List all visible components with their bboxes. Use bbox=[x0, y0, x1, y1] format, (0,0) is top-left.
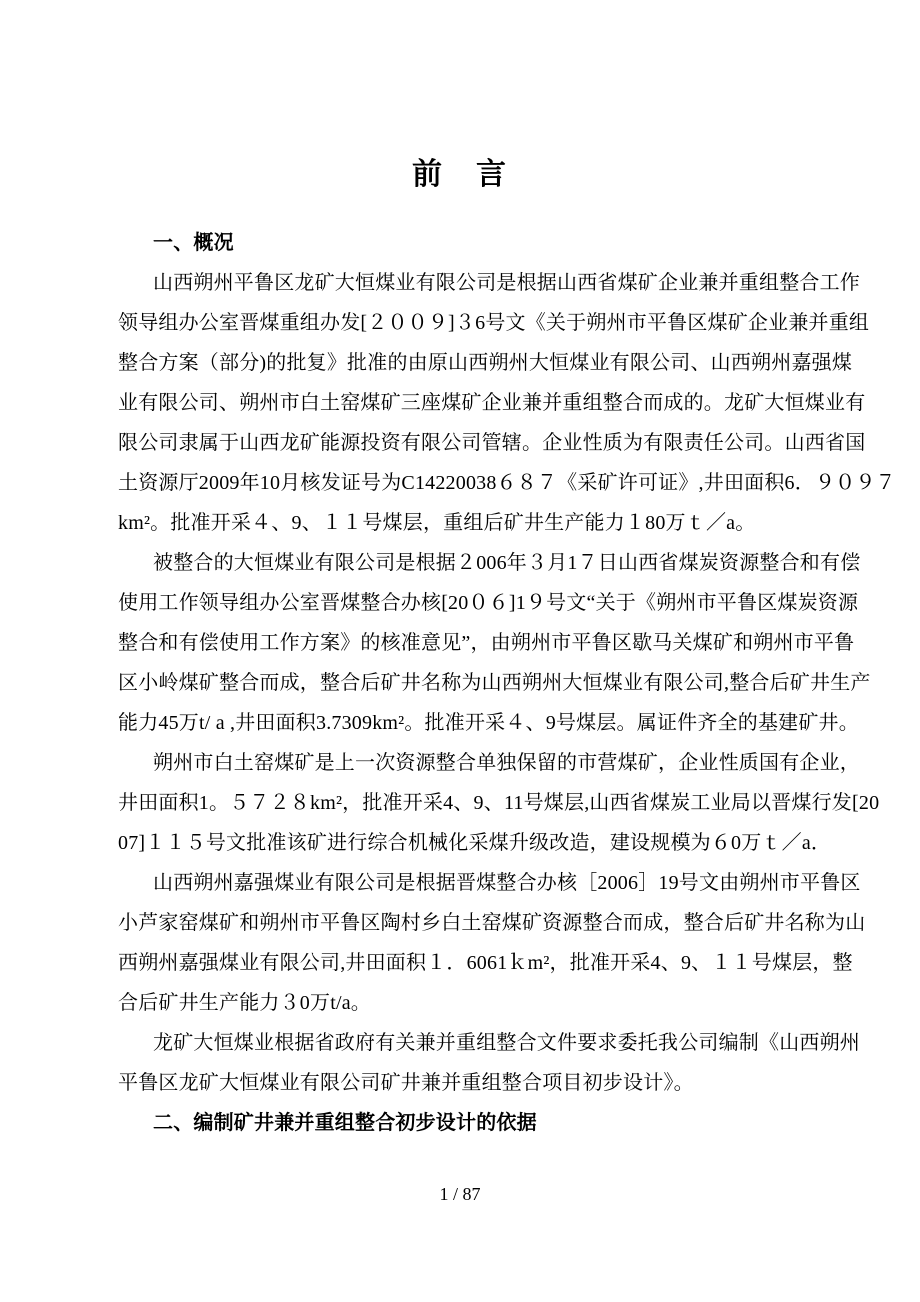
page-number: 1 / 87 bbox=[439, 1184, 481, 1204]
body-line: 整合和有偿使用工作方案》的核准意见”，由朔州市平鲁区歇马关煤矿和朔州市平鲁 bbox=[118, 632, 855, 654]
body-line: 区小岭煤矿整合而成，整合后矿井名称为山西朔州大恒煤业有限公司,整合后矿井生产 bbox=[118, 672, 871, 694]
body-line: 能力45万t/ a ,井田面积3.7309km²。批准开采４、9号煤层。属证件齐全的基建矿井。 bbox=[118, 712, 859, 734]
body-line: 山西朔州嘉强煤业有限公司是根据晋煤整合办核［2006］19号文由朔州市平鲁区 bbox=[153, 872, 861, 894]
section-heading-basis: 二、编制矿井兼并重组整合初步设计的依据 bbox=[153, 1112, 537, 1134]
section-heading-overview: 一、概况 bbox=[153, 232, 234, 254]
body-line: 西朔州嘉强煤业有限公司,井田面积１．6061ｋm²，批准开采4、9、１１号煤层，整 bbox=[118, 952, 853, 974]
body-line: 山西朔州平鲁区龙矿大恒煤业有限公司是根据山西省煤矿企业兼并重组整合工作 bbox=[153, 272, 860, 294]
body-line: 平鲁区龙矿大恒煤业有限公司矿井兼并重组整合项目初步设计》。 bbox=[118, 1072, 694, 1094]
body-line: 使用工作领导组办公室晋煤整合办核[20０６]1９号文“关于《朔州市平鲁区煤炭资源 bbox=[118, 592, 859, 614]
body-line: 被整合的大恒煤业有限公司是根据２006年３月1７日山西省煤炭资源整合和有偿 bbox=[153, 552, 861, 574]
document-title: 前 言 bbox=[412, 158, 508, 191]
body-line: 朔州市白土窑煤矿是上一次资源整合单独保留的市营煤矿，企业性质国有企业， bbox=[153, 752, 860, 774]
body-line: 井田面积1。５７２８km²，批准开采4、9、11号煤层,山西省煤炭工业局以晋煤行发[20 bbox=[118, 792, 880, 814]
body-line: km²。批准开采４、9、１１号煤层，重组后矿井生产能力１80万ｔ／a。 bbox=[118, 512, 756, 534]
body-line: 土资源厅2009年10月核发证号为C14220038６８７《采矿许可证》,井田面积6．９０９７ bbox=[118, 472, 896, 494]
body-line: 合后矿井生产能力３0万t/a。 bbox=[118, 992, 371, 1014]
body-line: 限公司隶属于山西龙矿能源投资有限公司管辖。企业性质为有限责任公司。山西省国 bbox=[118, 432, 866, 454]
document-body bbox=[118, 223, 896, 1143]
body-line: 业有限公司、朔州市白土窑煤矿三座煤矿企业兼并重组整合而成的。龙矿大恒煤业有 bbox=[118, 392, 866, 414]
body-line: 整合方案（部分)的批复》批准的由原山西朔州大恒煤业有限公司、山西朔州嘉强煤 bbox=[118, 352, 853, 374]
body-line: 龙矿大恒煤业根据省政府有关兼并重组整合文件要求委托我公司编制《山西朔州 bbox=[153, 1032, 860, 1054]
body-line: 小芦家窑煤矿和朔州市平鲁区陶村乡白土窑煤矿资源整合而成，整合后矿井名称为山 bbox=[118, 912, 866, 934]
body-line: 领导组办公室晋煤重组办发[２００９]３6号文《关于朔州市平鲁区煤矿企业兼并重组 bbox=[118, 312, 870, 334]
body-line: 07]１１５号文批准该矿进行综合机械化采煤升级改造，建设规模为６0万ｔ／a． bbox=[118, 832, 832, 854]
